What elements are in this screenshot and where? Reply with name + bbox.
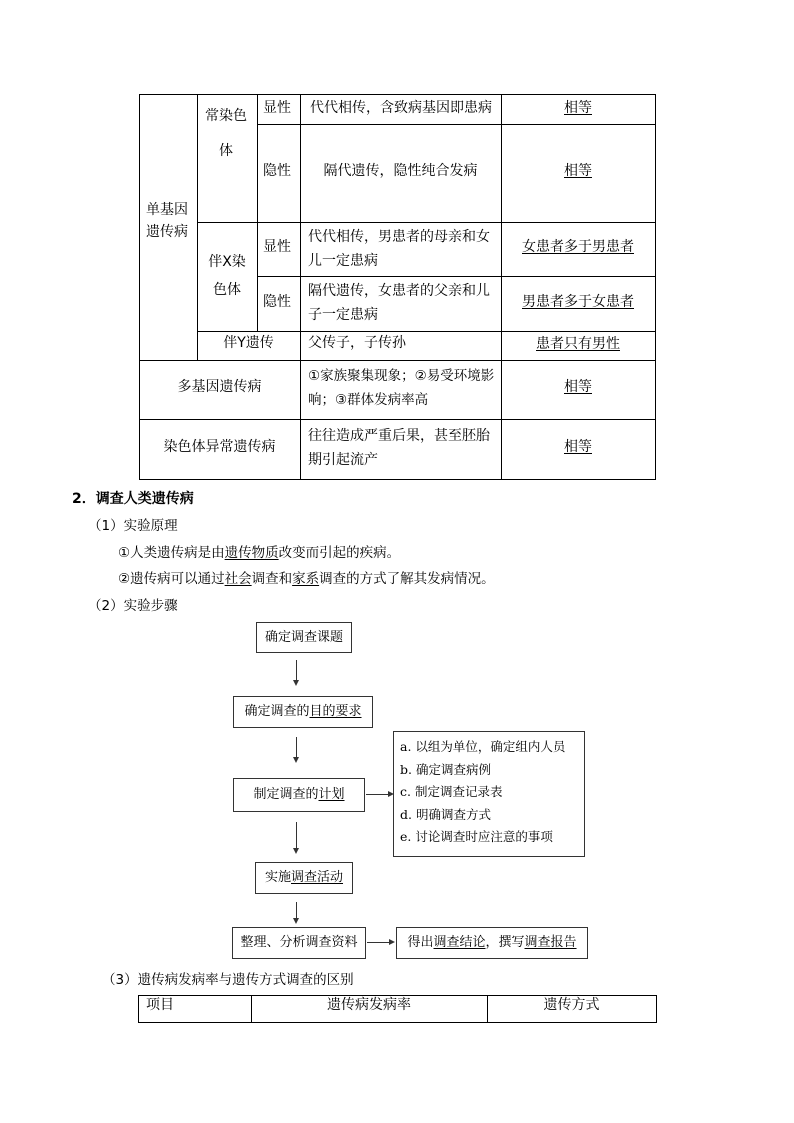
flow-arrowhead-3 bbox=[293, 848, 299, 854]
principle-2-underline-2: 家系 bbox=[292, 571, 320, 587]
flow-arrowhead-1 bbox=[293, 680, 299, 686]
flow-step-4-text: 实施 bbox=[264, 870, 291, 885]
x-linked-label: 伴X染色体 bbox=[208, 254, 246, 298]
row2-feature: 隔代遗传，隐性纯合发病 bbox=[323, 163, 478, 179]
dominant-label-1: 显性 bbox=[263, 100, 291, 116]
flow-arrow-4 bbox=[296, 902, 297, 918]
row4-ratio: 男患者多于女患者 bbox=[522, 294, 634, 310]
flow-arrowhead-4 bbox=[293, 918, 299, 924]
principle-2-text-a: ②遗传病可以通过 bbox=[118, 571, 225, 587]
principle-2-text-c: 调查的方式了解其发病情况。 bbox=[319, 571, 495, 587]
flow-result-text-a: 得出 bbox=[407, 935, 434, 950]
dominant-label-2: 显性 bbox=[263, 239, 291, 255]
multi-gene-label: 多基因遗传病 bbox=[177, 379, 262, 395]
recessive-label-1: 隐性 bbox=[263, 163, 291, 179]
flow-result-underline-2: 调查报告 bbox=[524, 935, 577, 950]
principle-2-underline-1: 社会 bbox=[224, 571, 252, 587]
principle-1-underline: 遗传物质 bbox=[224, 545, 279, 561]
row1-ratio: 相等 bbox=[564, 100, 592, 116]
plan-item: c. 制定调查记录表 bbox=[400, 784, 503, 799]
autosome-label: 常染色体 bbox=[205, 108, 247, 159]
principle-2 bbox=[118, 567, 495, 587]
row3-ratio: 女患者多于男患者 bbox=[522, 239, 634, 255]
flow-result-underline-1: 调查结论 bbox=[433, 935, 486, 950]
subsection-steps: （2）实验步骤 bbox=[88, 598, 178, 614]
flow-arrowhead-2 bbox=[293, 757, 299, 763]
flow-arrow-3 bbox=[296, 822, 297, 848]
plan-item: e. 讨论调查时应注意的事项 bbox=[400, 829, 553, 844]
row5-ratio: 患者只有男性 bbox=[536, 336, 620, 352]
chromosome-label: 染色体异常遗传病 bbox=[163, 439, 276, 455]
single-gene-label: 单基因遗传病 bbox=[146, 202, 188, 240]
subsection-principle: （1）实验原理 bbox=[88, 518, 178, 534]
flow-step-2 bbox=[233, 696, 373, 728]
flow-arrow-2 bbox=[296, 737, 297, 757]
flow-step-1: 确定调查课题 bbox=[256, 622, 352, 653]
row5-feature: 父传子，子传孙 bbox=[308, 335, 406, 351]
plan-items-box bbox=[393, 731, 585, 857]
flow-step-3-text: 制定调查的 bbox=[253, 787, 319, 802]
row2-ratio: 相等 bbox=[564, 163, 592, 179]
header-incidence: 遗传病发病率 bbox=[327, 997, 411, 1013]
flow-step-4 bbox=[255, 862, 353, 894]
row1-feature: 代代相传，含致病基因即患病 bbox=[310, 100, 492, 116]
flow-step-2-text: 确定调查的 bbox=[244, 704, 310, 719]
flow-step-2-underline: 目的要求 bbox=[309, 704, 362, 719]
principle-1 bbox=[118, 541, 400, 561]
section-2-title: 2．调查人类遗传病 bbox=[72, 491, 194, 507]
flow-step-3-underline: 计划 bbox=[318, 787, 345, 802]
row6-ratio: 相等 bbox=[564, 379, 592, 395]
subsection-difference: （3）遗传病发病率与遗传方式调查的区别 bbox=[102, 972, 354, 988]
flow-result bbox=[396, 927, 588, 959]
principle-1-text-b: 改变而引起的疾病。 bbox=[278, 545, 401, 561]
flow-arrowhead-result bbox=[389, 939, 395, 945]
flow-arrow-1 bbox=[296, 660, 297, 680]
recessive-label-2: 隐性 bbox=[263, 294, 291, 310]
row3-feature: 代代相传，男患者的母亲和女儿一定患病 bbox=[308, 229, 490, 269]
flow-step-4-underline: 调查活动 bbox=[291, 870, 344, 885]
principle-2-text-b: 调查和 bbox=[251, 571, 293, 587]
flow-arrow-result bbox=[367, 942, 389, 943]
flow-arrow-plan bbox=[366, 794, 388, 795]
row6-feature: ①家族聚集现象；②易受环境影响；③群体发病率高 bbox=[308, 368, 495, 408]
plan-item: b. 确定调查病例 bbox=[400, 761, 491, 777]
flow-result-text-b: ，撰写 bbox=[485, 935, 525, 950]
flow-step-3 bbox=[233, 778, 365, 812]
row7-ratio: 相等 bbox=[564, 439, 592, 455]
header-mode: 遗传方式 bbox=[543, 997, 600, 1013]
row7-feature: 往往造成严重后果，甚至胚胎期引起流产 bbox=[308, 428, 490, 468]
plan-item: d. 明确调查方式 bbox=[400, 806, 491, 822]
principle-1-text-a: ①人类遗传病是由 bbox=[118, 545, 225, 561]
flow-step-5: 整理、分析调查资料 bbox=[232, 927, 366, 959]
plan-item: a. 以组为单位，确定组内人员 bbox=[400, 739, 566, 754]
header-item: 项目 bbox=[146, 997, 174, 1013]
y-linked-label: 伴Y遗传 bbox=[223, 335, 274, 351]
row4-feature: 隔代遗传，女患者的父亲和儿子一定患病 bbox=[308, 283, 490, 323]
